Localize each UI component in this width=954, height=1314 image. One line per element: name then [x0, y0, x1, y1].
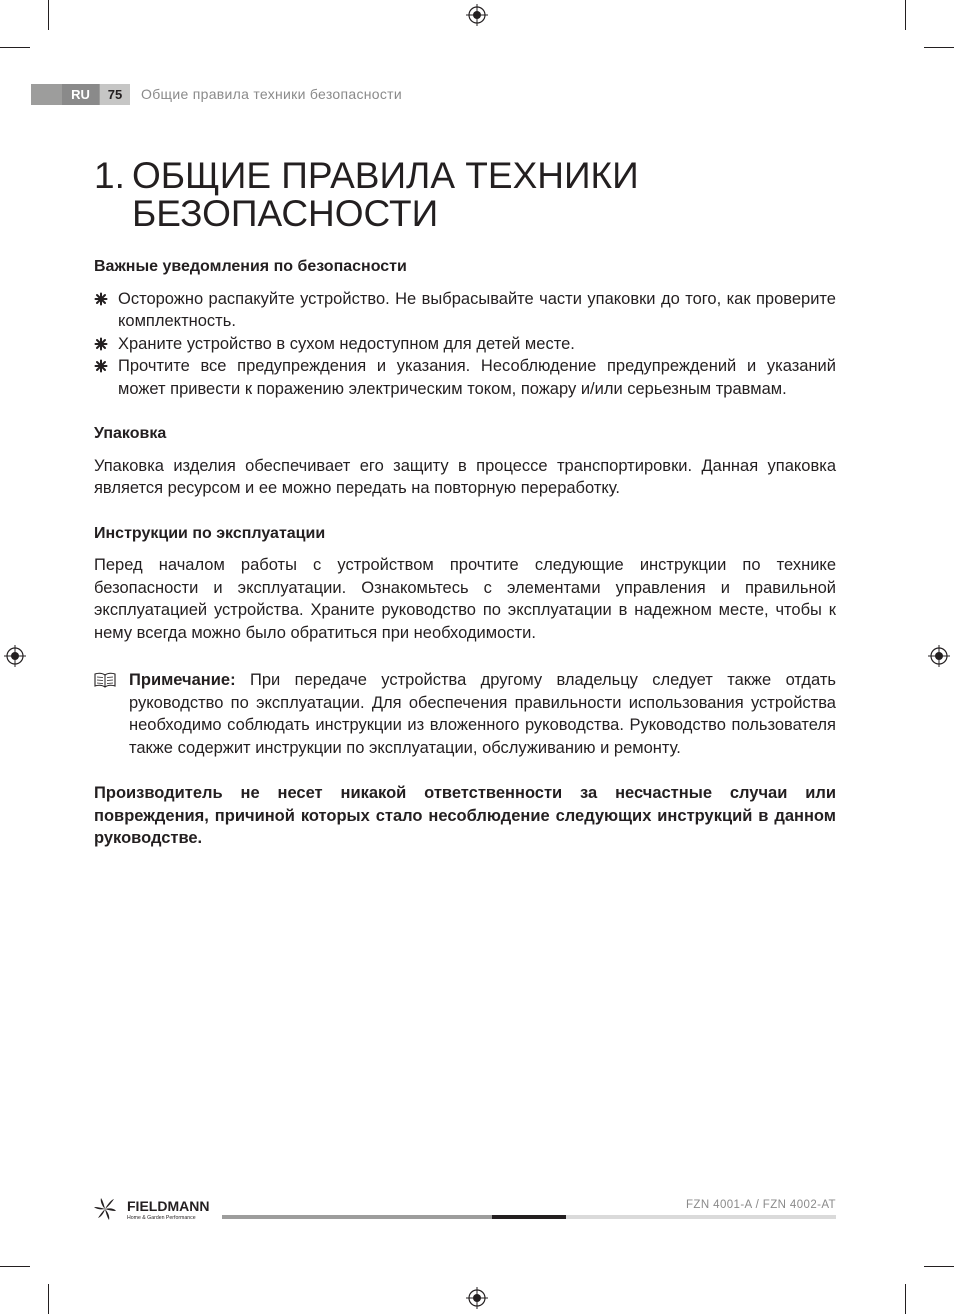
instructions-text: Перед началом работы с устройством прочтите следующие инструкции по технике безопасности и эксплуатации. Ознакомьтесь с элементами управления и правильной эксплуатацией устройства. Храните руководство по эксплуатации в надежном месте, чтобы к нему всегда можно было обратиться при необходимости. — [94, 556, 836, 642]
list-item-text: Храните устройство в сухом недоступном для детей месте. — [118, 334, 575, 353]
fieldmann-logo — [94, 1194, 224, 1224]
registration-mark-icon — [466, 1287, 488, 1309]
page-title-line1: ОБЩИЕ ПРАВИЛА ТЕХНИКИ — [132, 155, 639, 196]
crop-mark — [48, 1284, 49, 1314]
safety-list — [94, 288, 836, 401]
packaging-text: Упаковка изделия обеспечивает его защиту в процессе транспортировки. Данная упаковка является ресурсом и ее можно передать на повторную переработку. — [94, 456, 836, 497]
list-item — [94, 333, 836, 356]
instructions-heading: Инструкции по эксплуатации — [94, 524, 326, 542]
running-header-title: Общие правила техники безопасности — [141, 86, 403, 102]
page-title — [94, 157, 854, 233]
registration-mark-icon — [466, 4, 488, 26]
bullet-star-icon — [94, 292, 108, 306]
content-body — [94, 256, 836, 850]
note-label: Примечание: — [129, 671, 236, 689]
page-number: 75 — [100, 84, 130, 105]
model-number: FZN 4001-A / FZN 4002-AT — [686, 1199, 836, 1211]
list-item-text: Прочтите все предупреждения и указания. Несоблюдение предупреждений и указаний может привести к поражению электрическим током, пожару и/или серьезным травмам. — [118, 357, 836, 398]
registration-mark-icon — [4, 645, 26, 667]
language-badge: RU — [62, 84, 99, 105]
safety-heading: Важные уведомления по безопасности — [94, 258, 407, 275]
crop-mark — [0, 1266, 30, 1267]
packaging-heading: Упаковка — [94, 425, 167, 442]
footer-rule — [492, 1215, 566, 1219]
page-title-line2: БЕЗОПАСНОСТИ — [132, 193, 439, 234]
crop-mark — [924, 47, 954, 48]
crop-mark — [48, 0, 49, 30]
bullet-star-icon — [94, 359, 108, 373]
footer-rule — [566, 1215, 836, 1219]
registration-mark-icon — [928, 645, 950, 667]
bullet-star-icon — [94, 337, 108, 351]
note-block — [94, 669, 836, 759]
crop-mark — [924, 1266, 954, 1267]
brand-tagline: Home & Garden Performance — [127, 1215, 196, 1221]
disclaimer-text: Производитель не несет никакой ответственности за несчастные случаи или повреждения, причиной которых стало несоблюдение следующих инструкций в данном руководстве. — [94, 784, 836, 847]
note-text: При передаче устройства другому владельцу следует также отдать руководство по эксплуатации. Для обеспечения правильности использования устройства необходимо соблюдать инструкции из вложенного руководства. Руководство пользователя также содержит инструкции по эксплуатации, обслуживанию и ремонту. — [129, 671, 836, 757]
open-book-icon — [94, 672, 116, 688]
crop-mark — [905, 1284, 906, 1314]
crop-mark — [0, 47, 30, 48]
list-item — [94, 355, 836, 400]
list-item-text: Осторожно распакуйте устройство. Не выбрасывайте части упаковки до того, как проверите комплектность. — [118, 289, 836, 330]
footer-rule — [222, 1215, 492, 1219]
list-item — [94, 288, 836, 333]
brand-name: FIELDMANN — [127, 1198, 210, 1214]
crop-mark — [905, 0, 906, 30]
section-number: 1. — [94, 155, 125, 196]
